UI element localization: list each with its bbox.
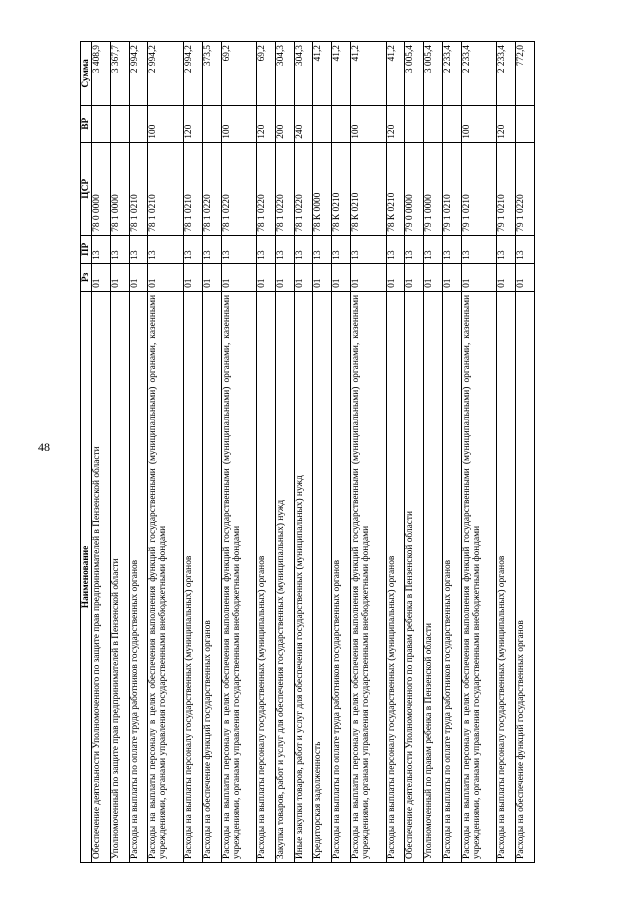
- cell-vr: [92, 105, 111, 142]
- table-row: [350, 42, 386, 863]
- cell-csr: 78 1 0220: [221, 142, 257, 235]
- cell-name: Расходы на выплаты персоналу государственных (муниципальных) органов: [386, 291, 405, 862]
- header-csr: ЦСР: [81, 142, 92, 235]
- cell-pr: 13: [257, 235, 276, 263]
- table-row: [332, 42, 351, 863]
- cell-csr: 78 0 0000: [92, 142, 111, 235]
- header-pr: ПР: [81, 235, 92, 263]
- cell-sum: 2 233,4: [461, 42, 497, 106]
- cell-pr: 13: [313, 235, 332, 263]
- cell-csr: 78 1 0000: [110, 142, 129, 235]
- cell-sum: 41,2: [313, 42, 332, 106]
- cell-rz: 01: [442, 263, 461, 291]
- cell-vr: 120: [184, 105, 203, 142]
- cell-name: Обеспечение деятельности Уполномоченного по защите прав предпринимателей в Пензенской области: [92, 291, 111, 862]
- cell-rz: 01: [221, 263, 257, 291]
- cell-name: Расходы на выплаты персоналу в целях обеспечения выполнения функций государственными (муниципальными) органами, казенными учреждениями, органами управления государственными внебюджетными фондами: [350, 291, 386, 862]
- cell-name: Расходы на выплаты персоналу в целях обеспечения выполнения функций государственными (муниципальными) органами, казенными учреждениями, органами управления государственными внебюджетными фондами: [148, 291, 184, 862]
- cell-csr: 78 1 0220: [257, 142, 276, 235]
- cell-name: Обеспечение деятельности Уполномоченного по правам ребенка в Пензенской области: [405, 291, 424, 862]
- cell-name: Уполномоченный по правам ребенка в Пензенской области: [424, 291, 443, 862]
- cell-pr: 13: [129, 235, 148, 263]
- cell-csr: 78 К 0210: [386, 142, 405, 235]
- cell-pr: 13: [92, 235, 111, 263]
- cell-csr: 78 К 0210: [332, 142, 351, 235]
- cell-pr: 13: [332, 235, 351, 263]
- cell-rz: 01: [184, 263, 203, 291]
- cell-vr: 100: [221, 105, 257, 142]
- cell-vr: 100: [148, 105, 184, 142]
- cell-sum: 2 994,2: [148, 42, 184, 106]
- cell-rz: 01: [276, 263, 295, 291]
- table-row: [497, 42, 516, 863]
- cell-vr: [405, 105, 424, 142]
- cell-sum: 41,2: [332, 42, 351, 106]
- cell-sum: 3 367,7: [110, 42, 129, 106]
- cell-sum: 2 233,4: [442, 42, 461, 106]
- cell-name: Уполномоченный по защите прав предпринимателей в Пензенской области: [110, 291, 129, 862]
- cell-vr: [516, 105, 535, 142]
- table-row: [184, 42, 203, 863]
- cell-vr: 200: [276, 105, 295, 142]
- cell-name: Закупка товаров, работ и услуг для обеспечения государственных (муниципальных) нужд: [276, 291, 295, 862]
- cell-name: Расходы на выплаты по оплате труда работников государственных органов: [129, 291, 148, 862]
- budget-table: [80, 41, 535, 863]
- cell-sum: 69,2: [221, 42, 257, 106]
- cell-name: Расходы на выплаты персоналу государственных (муниципальных) органов: [497, 291, 516, 862]
- cell-rz: 01: [386, 263, 405, 291]
- cell-csr: 78 1 0210: [148, 142, 184, 235]
- table-row: [294, 42, 313, 863]
- cell-csr: 79 1 0220: [516, 142, 535, 235]
- cell-vr: 120: [497, 105, 516, 142]
- cell-name: Расходы на выплаты персоналу государственных (муниципальных) органов: [257, 291, 276, 862]
- cell-pr: 13: [276, 235, 295, 263]
- cell-sum: 304,3: [294, 42, 313, 106]
- cell-csr: 78 1 0210: [129, 142, 148, 235]
- cell-pr: 13: [110, 235, 129, 263]
- table-header-row: [81, 42, 92, 863]
- cell-pr: 13: [442, 235, 461, 263]
- table-row: [257, 42, 276, 863]
- cell-rz: 01: [313, 263, 332, 291]
- cell-sum: 2 994,2: [184, 42, 203, 106]
- table-row: [461, 42, 497, 863]
- cell-sum: 3 408,9: [92, 42, 111, 106]
- cell-rz: 01: [405, 263, 424, 291]
- cell-rz: 01: [424, 263, 443, 291]
- cell-rz: 01: [92, 263, 111, 291]
- table-row: [148, 42, 184, 863]
- cell-rz: 01: [257, 263, 276, 291]
- cell-sum: 304,3: [276, 42, 295, 106]
- page-number: 48: [38, 440, 50, 454]
- cell-rz: 01: [110, 263, 129, 291]
- cell-rz: 01: [497, 263, 516, 291]
- cell-vr: 120: [386, 105, 405, 142]
- cell-pr: 13: [202, 235, 221, 263]
- cell-pr: 13: [497, 235, 516, 263]
- table-row: [221, 42, 257, 863]
- cell-pr: 13: [461, 235, 497, 263]
- table-row: [202, 42, 221, 863]
- table-row: [516, 42, 535, 863]
- cell-csr: 79 0 0000: [405, 142, 424, 235]
- table-row: [313, 42, 332, 863]
- cell-csr: 78 К 0210: [350, 142, 386, 235]
- cell-name: Расходы на обеспечение функций государственных органов: [516, 291, 535, 862]
- cell-name: Кредиторская задолженность: [313, 291, 332, 862]
- cell-vr: 240: [294, 105, 313, 142]
- cell-vr: 100: [350, 105, 386, 142]
- cell-csr: 79 1 0210: [461, 142, 497, 235]
- cell-vr: [110, 105, 129, 142]
- cell-vr: 100: [461, 105, 497, 142]
- cell-sum: 2 994,2: [129, 42, 148, 106]
- cell-pr: 13: [405, 235, 424, 263]
- cell-name: Иные закупки товаров, работ и услуг для обеспечения государственных (муниципальных) нужд: [294, 291, 313, 862]
- cell-name: Расходы на выплаты персоналу в целях обеспечения выполнения функций государственными (муниципальными) органами, казенными учреждениями, органами управления государственными внебюджетными фондами: [221, 291, 257, 862]
- cell-vr: [129, 105, 148, 142]
- cell-csr: 78 К 0000: [313, 142, 332, 235]
- table-row: [110, 42, 129, 863]
- cell-pr: 13: [148, 235, 184, 263]
- cell-rz: 01: [350, 263, 386, 291]
- cell-rz: 01: [129, 263, 148, 291]
- table-row: [92, 42, 111, 863]
- cell-rz: 01: [516, 263, 535, 291]
- cell-csr: 79 1 0210: [442, 142, 461, 235]
- cell-csr: 78 1 0220: [202, 142, 221, 235]
- table-body: [92, 42, 535, 863]
- cell-rz: 01: [461, 263, 497, 291]
- cell-pr: 13: [516, 235, 535, 263]
- cell-pr: 13: [386, 235, 405, 263]
- table-row: [424, 42, 443, 863]
- cell-name: Расходы на выплаты по оплате труда работников государственных органов: [442, 291, 461, 862]
- cell-name: Расходы на выплаты персоналу в целях обеспечения выполнения функций государственными (муниципальными) органами, казенными учреждениями, органами управления государственными внебюджетными фондами: [461, 291, 497, 862]
- cell-sum: 2 233,4: [497, 42, 516, 106]
- cell-vr: [202, 105, 221, 142]
- cell-rz: 01: [332, 263, 351, 291]
- header-rz: Рз: [81, 263, 92, 291]
- cell-rz: 01: [294, 263, 313, 291]
- cell-csr: 78 1 0210: [184, 142, 203, 235]
- table-row: [442, 42, 461, 863]
- cell-vr: [442, 105, 461, 142]
- header-name: Наименование: [81, 291, 92, 862]
- cell-csr: 79 1 0000: [424, 142, 443, 235]
- cell-vr: [424, 105, 443, 142]
- cell-name: Расходы на обеспечение функций государственных органов: [202, 291, 221, 862]
- table-row: [405, 42, 424, 863]
- cell-vr: [332, 105, 351, 142]
- cell-sum: 772,0: [516, 42, 535, 106]
- cell-pr: 13: [221, 235, 257, 263]
- header-sum: Сумма: [81, 42, 92, 106]
- cell-sum: 41,2: [386, 42, 405, 106]
- cell-sum: 69,2: [257, 42, 276, 106]
- table-row: [386, 42, 405, 863]
- cell-pr: 13: [294, 235, 313, 263]
- rotated-table-container: [80, 41, 535, 863]
- header-vr: ВР: [81, 105, 92, 142]
- cell-sum: 3 005,4: [424, 42, 443, 106]
- cell-csr: 79 1 0210: [497, 142, 516, 235]
- cell-csr: 78 1 0220: [294, 142, 313, 235]
- cell-vr: 120: [257, 105, 276, 142]
- cell-name: Расходы на выплаты по оплате труда работников государственных органов: [332, 291, 351, 862]
- cell-sum: 41,2: [350, 42, 386, 106]
- cell-sum: 3 005,4: [405, 42, 424, 106]
- table-row: [129, 42, 148, 863]
- cell-pr: 13: [424, 235, 443, 263]
- cell-name: Расходы на выплаты персоналу государственных (муниципальных) органов: [184, 291, 203, 862]
- cell-sum: 373,5: [202, 42, 221, 106]
- cell-vr: [313, 105, 332, 142]
- cell-pr: 13: [350, 235, 386, 263]
- table-row: [276, 42, 295, 863]
- cell-pr: 13: [184, 235, 203, 263]
- cell-rz: 01: [202, 263, 221, 291]
- cell-rz: 01: [148, 263, 184, 291]
- cell-csr: 78 1 0220: [276, 142, 295, 235]
